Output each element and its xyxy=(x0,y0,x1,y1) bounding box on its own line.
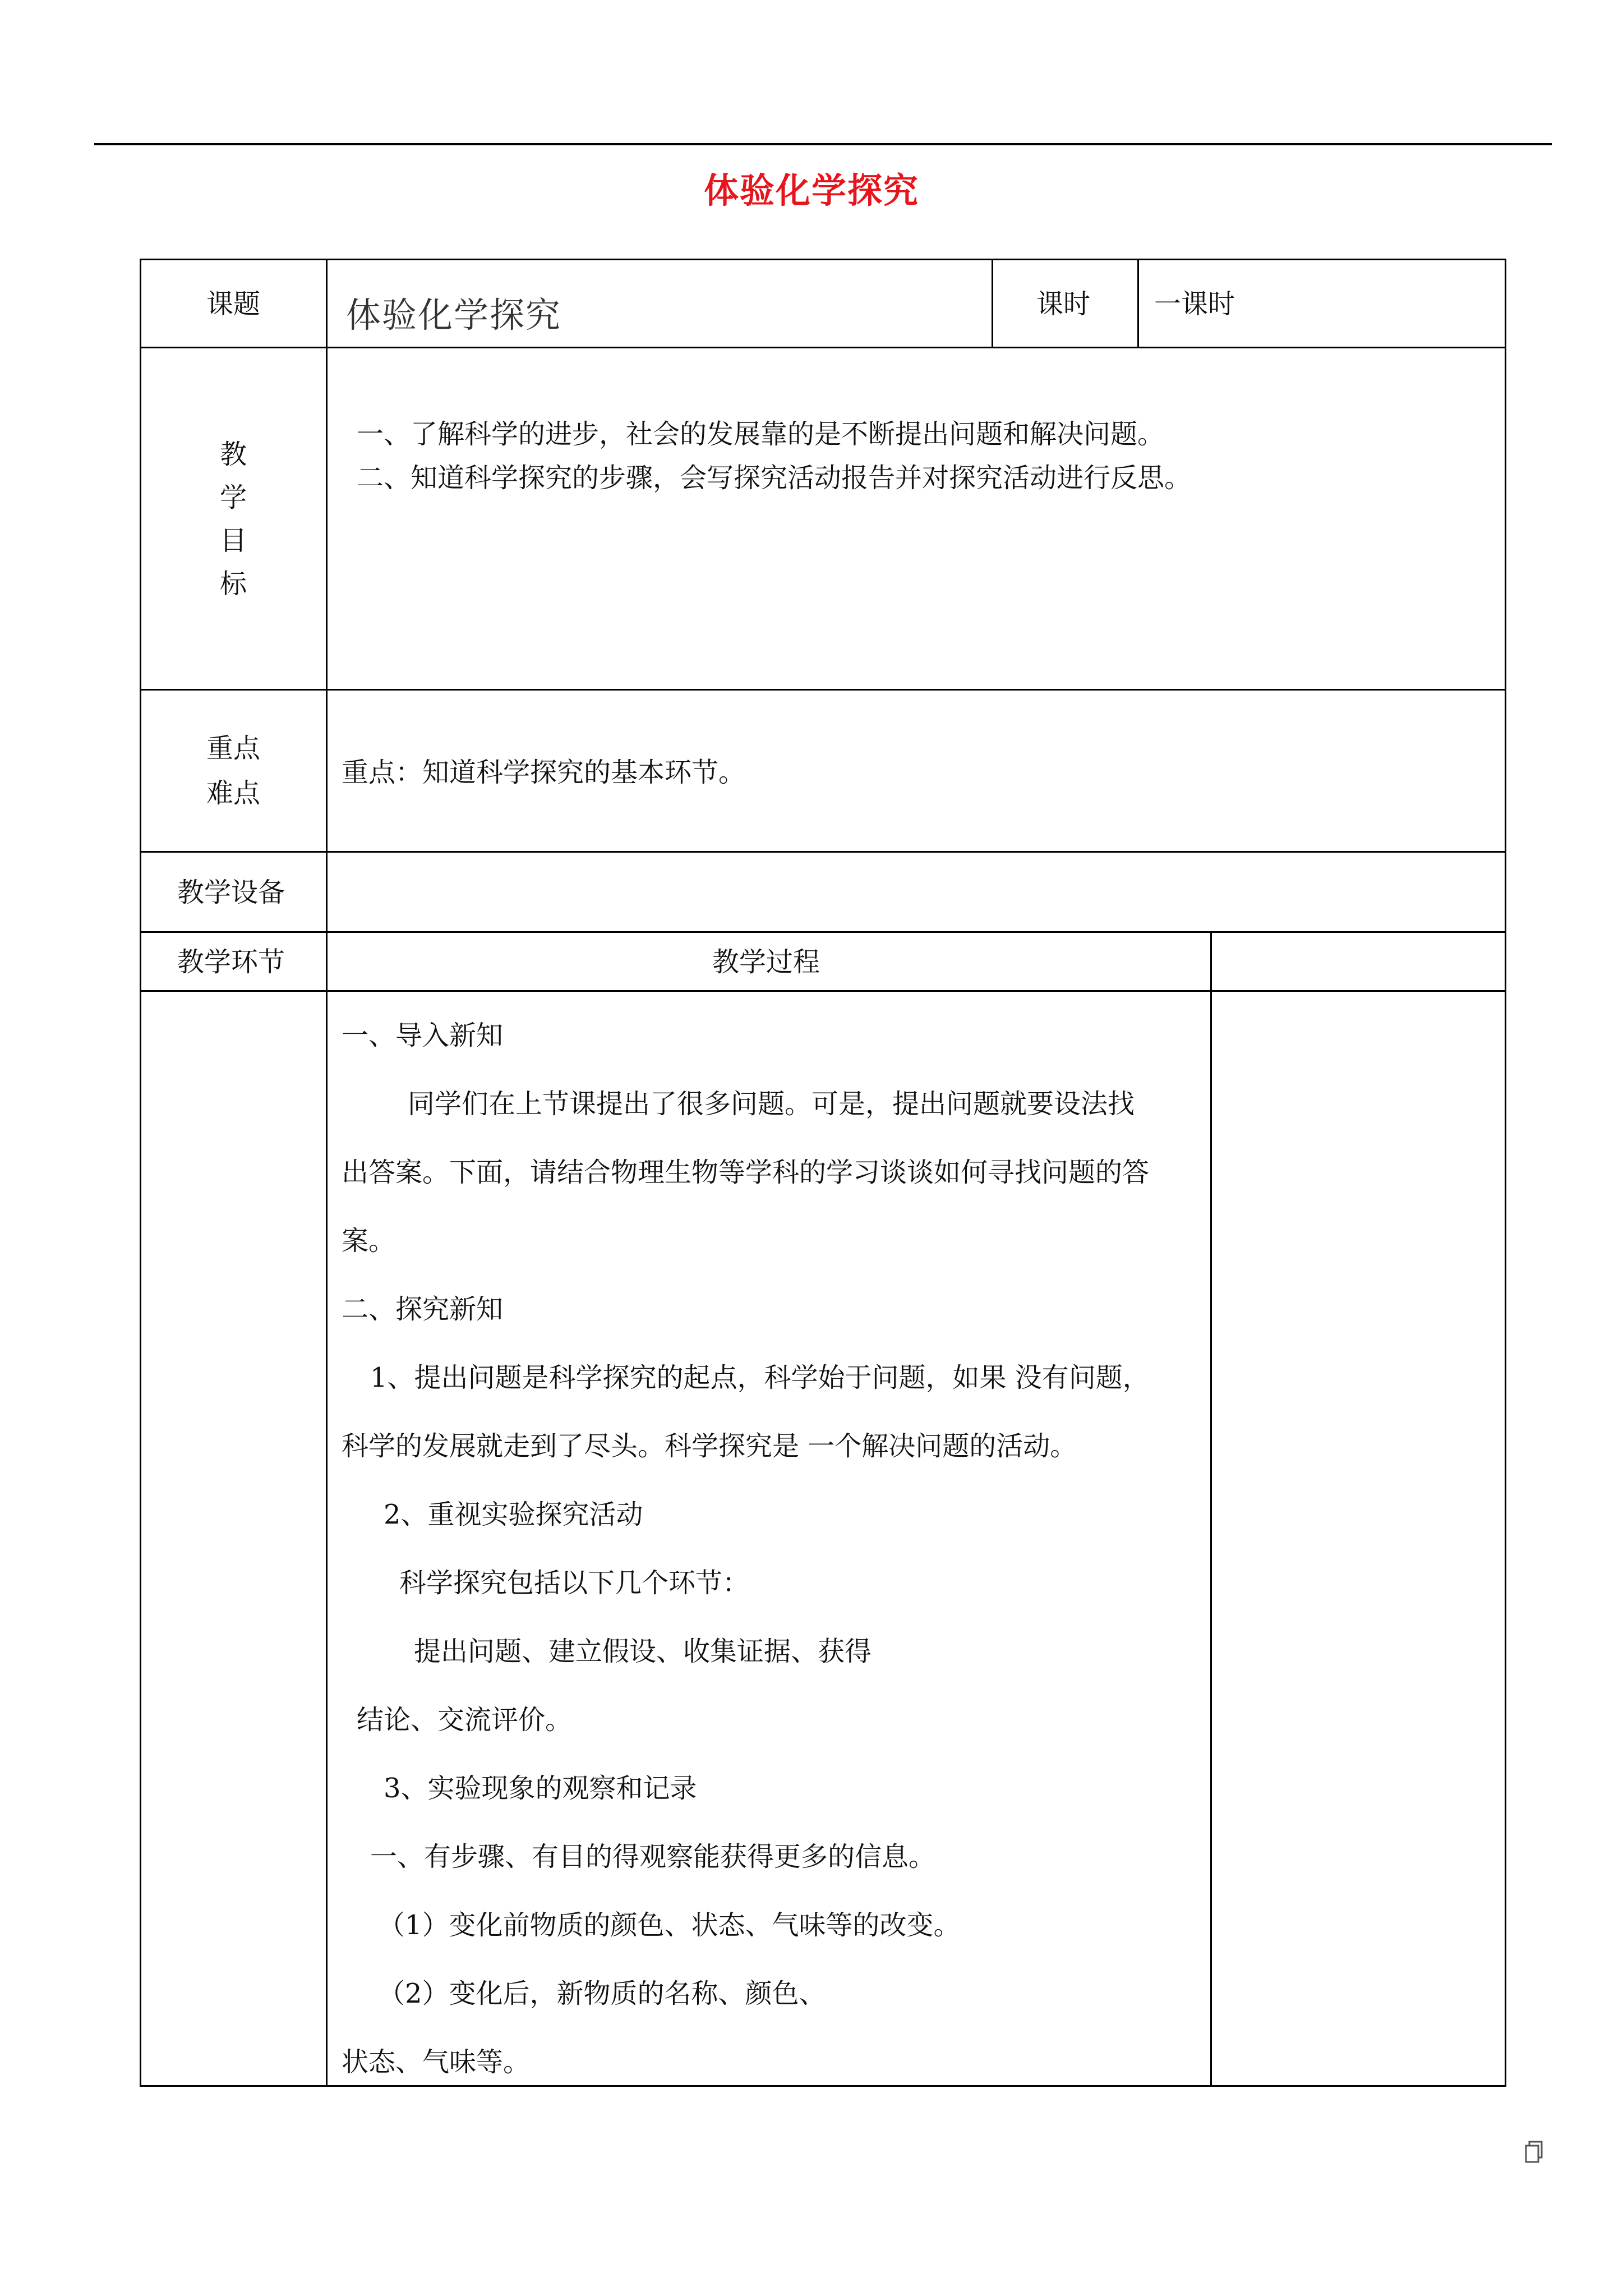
period-value: 一课时 xyxy=(1154,288,1235,320)
process-line: 出答案。下面，请结合物理生物等学科的学习谈谈如何寻找问题的答 xyxy=(342,1157,1150,1188)
process-line: 2、重视实验探究活动 xyxy=(384,1499,643,1530)
process-line: 状态、气味等。 xyxy=(342,2046,531,2078)
objectives-label xyxy=(216,433,250,606)
objective-item: 二、知道科学探究的步骤，会写探究活动报告并对探究活动进行反思。 xyxy=(357,462,1192,494)
copy-icon xyxy=(1524,2141,1543,2163)
objectives-label-char: 教 xyxy=(219,439,247,470)
keypoints-label-line2: 难点 xyxy=(206,777,261,809)
top-rule xyxy=(94,143,1552,145)
process-line: 提出问题、建立假设、收集证据、获得 xyxy=(414,1636,872,1667)
process-line: （1）变化前物质的颜色、状态、气味等的改变。 xyxy=(378,1910,961,1941)
objectives-label-char: 学 xyxy=(219,482,247,513)
process-line: 3、实验现象的观察和记录 xyxy=(384,1773,697,1804)
objectives-label-char: 目 xyxy=(219,525,247,556)
process-line: 案。 xyxy=(342,1225,396,1257)
objectives-content-cell xyxy=(326,347,1506,691)
equipment-content-cell xyxy=(326,851,1506,933)
keypoints-label-cell xyxy=(140,689,328,853)
process-line: 同学们在上节课提出了很多问题。可是，提出问题就要设法找 xyxy=(408,1088,1135,1120)
objective-item: 一、了解科学的进步，社会的发展靠的是不断提出问题和解决问题。 xyxy=(357,418,1165,450)
stage-header-label: 教学环节 xyxy=(177,946,285,978)
keypoints-text: 重点：知道科学探究的基本环节。 xyxy=(342,757,746,788)
process-line: 科学探究包括以下几个环节： xyxy=(399,1567,750,1599)
process-line: 一、有步骤、有目的得观察能获得更多的信息。 xyxy=(370,1841,936,1872)
process-line: （2）变化后，新物质的名称、颜色、 xyxy=(378,1978,826,2009)
notes-body-cell xyxy=(1210,990,1506,2087)
process-line: 1、提出问题是科学探究的起点，科学始于问题，如果 没有问题， xyxy=(370,1362,1150,1393)
stage-body-cell xyxy=(140,990,328,2087)
subject-label: 课题 xyxy=(206,288,261,320)
process-header-label: 教学过程 xyxy=(712,946,820,978)
subject-value: 体验化学探究 xyxy=(346,295,562,335)
notes-header-cell xyxy=(1210,931,1506,992)
period-label: 课时 xyxy=(1036,288,1091,320)
process-line: 结论、交流评价。 xyxy=(357,1704,573,1736)
process-line: 一、导入新知 xyxy=(342,1020,504,1051)
keypoints-label-line1: 重点 xyxy=(206,733,261,764)
process-line: 科学的发展就走到了尽头。科学探究是 一个解决问题的活动。 xyxy=(342,1430,1077,1462)
document-title: 体验化学探究 xyxy=(703,170,919,211)
objectives-label-char: 标 xyxy=(219,568,247,600)
equipment-label: 教学设备 xyxy=(177,877,285,908)
process-line: 二、探究新知 xyxy=(342,1294,504,1325)
